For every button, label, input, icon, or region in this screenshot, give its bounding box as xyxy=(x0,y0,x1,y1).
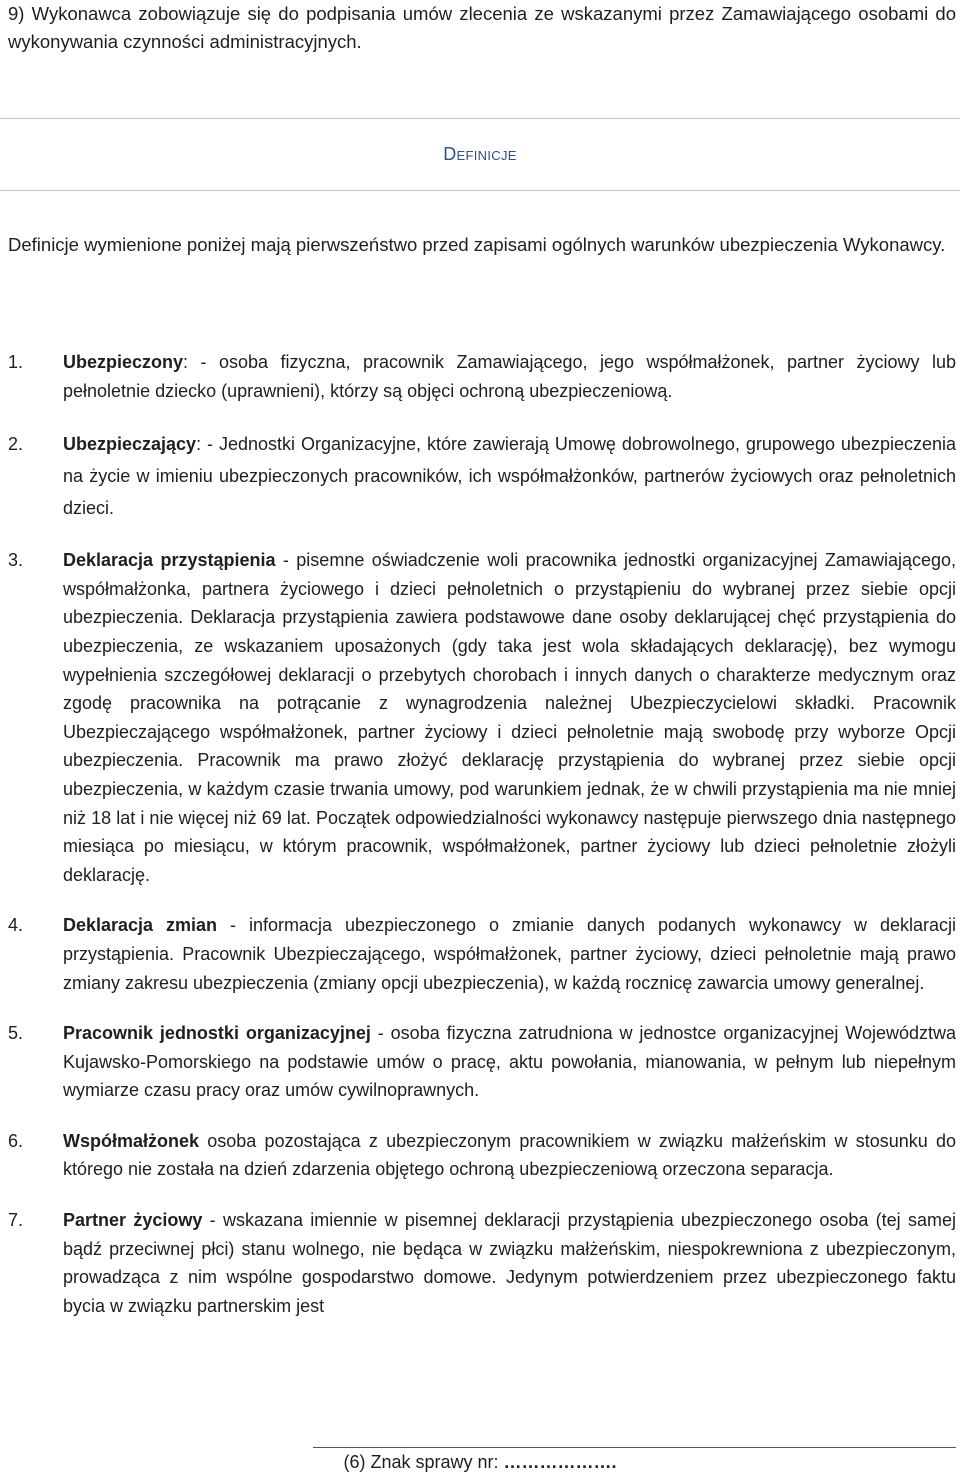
definition-item xyxy=(8,1206,956,1320)
page-number: (6) xyxy=(343,1452,366,1472)
definition-text: : - Jednostki Organizacyjne, które zawierają Umowę dobrowolnego, grupowego ubezpieczenia na życie w imieniu ubezpieczonych pracowników, ich współmałżonków, partnerów życiowych oraz pełnoletnich dzieci. xyxy=(63,434,956,519)
definition-number: 4. xyxy=(8,915,24,936)
definition-term: Partner życiowy xyxy=(63,1210,203,1231)
definition-text: - wskazana imiennie w pisemnej deklaracji przystąpienia ubezpieczonego osoba (tej samej bądź przeciwnej płci) stanu wolnego, nie będąca w związku małżeńskim, niespokrewniona z ubezpieczonym, prowadząca z nim wspólne gospodarstwo domowe. Jedynym potwierdzeniem przez ubezpieczonego faktu bycia w związku partnerskim jest xyxy=(63,1210,956,1316)
definition-item xyxy=(8,428,956,524)
definition-number: 2. xyxy=(8,434,24,455)
definition-number: 6. xyxy=(8,1130,24,1151)
definition-term: Ubezpieczający xyxy=(63,434,197,455)
definition-term: Pracownik jednostki organizacyjnej xyxy=(63,1023,371,1044)
definition-text: - osoba fizyczna zatrudniona w jednostce organizacyjnej Województwa Kujawsko-Pomorskiego na podstawie umów o pracę, aktu powołania, mianowania, w pełnym lub niepełnym wymiarze czasu pracy oraz umów cywilnoprawnych. xyxy=(63,1023,956,1101)
definition-number: 1. xyxy=(8,352,24,372)
clause-9 xyxy=(8,0,956,56)
page-footer xyxy=(0,1452,960,1473)
definitions-list xyxy=(8,348,956,1320)
case-number-value: ………………. xyxy=(503,1452,617,1472)
footer-rule xyxy=(313,1447,956,1448)
definition-item xyxy=(8,1127,956,1184)
clause-9-number: 9) xyxy=(8,3,25,24)
divider-bottom xyxy=(0,190,960,191)
definition-number: 7. xyxy=(8,1210,24,1231)
section-title: Definicje xyxy=(443,144,517,164)
divider-top xyxy=(0,118,960,119)
section-intro: Definicje wymienione poniżej mają pierwszeństwo przed zapisami ogólnych warunków ubezpieczenia Wykonawcy. xyxy=(8,234,946,255)
definition-number: 5. xyxy=(8,1023,24,1044)
definition-item xyxy=(8,348,956,405)
case-number-label: Znak sprawy nr: xyxy=(370,1452,499,1472)
definition-term: Deklaracja zmian xyxy=(63,915,218,936)
definition-text: : - osoba fizyczna, pracownik Zamawiającego, jego współmałżonek, partner życiowy lub pełnoletnie dziecko (uprawnieni), którzy są objęci ochroną ubezpieczeniową. xyxy=(63,352,956,401)
definition-text: - informacja ubezpieczonego o zmianie danych podanych wykonawcy w deklaracji przystąpienia. Pracownik Ubezpieczającego, współmałżonek, partner życiowy, dzieci pełnoletnie mają prawo zmiany zakresu ubezpieczenia (zmiany opcji ubezpieczenia), w każdą rocznicę zawarcia umowy generalnej. xyxy=(63,915,956,993)
definition-item xyxy=(8,1019,956,1105)
definition-number: 3. xyxy=(8,550,24,571)
definition-term: Ubezpieczony xyxy=(63,352,184,372)
definition-item xyxy=(8,546,956,889)
definition-term: Deklaracja przystąpienia xyxy=(63,550,276,571)
definition-item xyxy=(8,911,956,997)
definition-term: Współmałżonek xyxy=(63,1130,200,1151)
clause-9-text: Wykonawca zobowiązuje się do podpisania umów zlecenia ze wskazanymi przez Zamawiającego osobami do wykonywania czynności administracyjnych. xyxy=(8,3,956,52)
definition-text: osoba pozostająca z ubezpieczonym pracownikiem w związku małżeńskim w stosunku do którego nie została na dzień zdarzenia objętego ochroną ubezpieczeniową orzeczona separacja. xyxy=(63,1130,956,1180)
definition-text: - pisemne oświadczenie woli pracownika jednostki organizacyjnej Zamawiającego, współmałżonka, partnera życiowego i dzieci pełnoletnich o przystąpieniu do wybranej przez siebie opcji ubezpieczenia. Deklaracja przystąpienia zawiera podstawowe dane osoby deklarującej chęć przystąpienia do ubezpieczenia, ze wskazaniem uposażonych (gdy taka jest wola składających deklarację), bez wymogu wypełnienia szczegółowej deklaracji o przebytych chorobach i innych danych o charakterze medycznym oraz zgodę pracownika na potrącanie z wynagrodzenia należnej Ubezpieczycielowi składki. Pracownik Ubezpieczającego współmałżonek, partner życiowy i dzieci pełnoletnie mają swobodę przy wyborze Opcji ubezpieczenia. Pracownik ma prawo złożyć deklarację przystąpienia do wybranej przez siebie opcji ubezpieczenia, w każdym czasie trwania umowy, pod warunkiem jednak, że w chwili przystąpienia ma nie mniej niż 18 lat i nie więcej niż 69 lat. Początek odpowiedzialności wykonawcy następuje pierwszego dnia następnego miesiąca po miesiącu, w którym pracownik, współmałżonek, partner życiowy lub dzieci pełnoletnie złożyli deklarację. xyxy=(63,550,956,885)
